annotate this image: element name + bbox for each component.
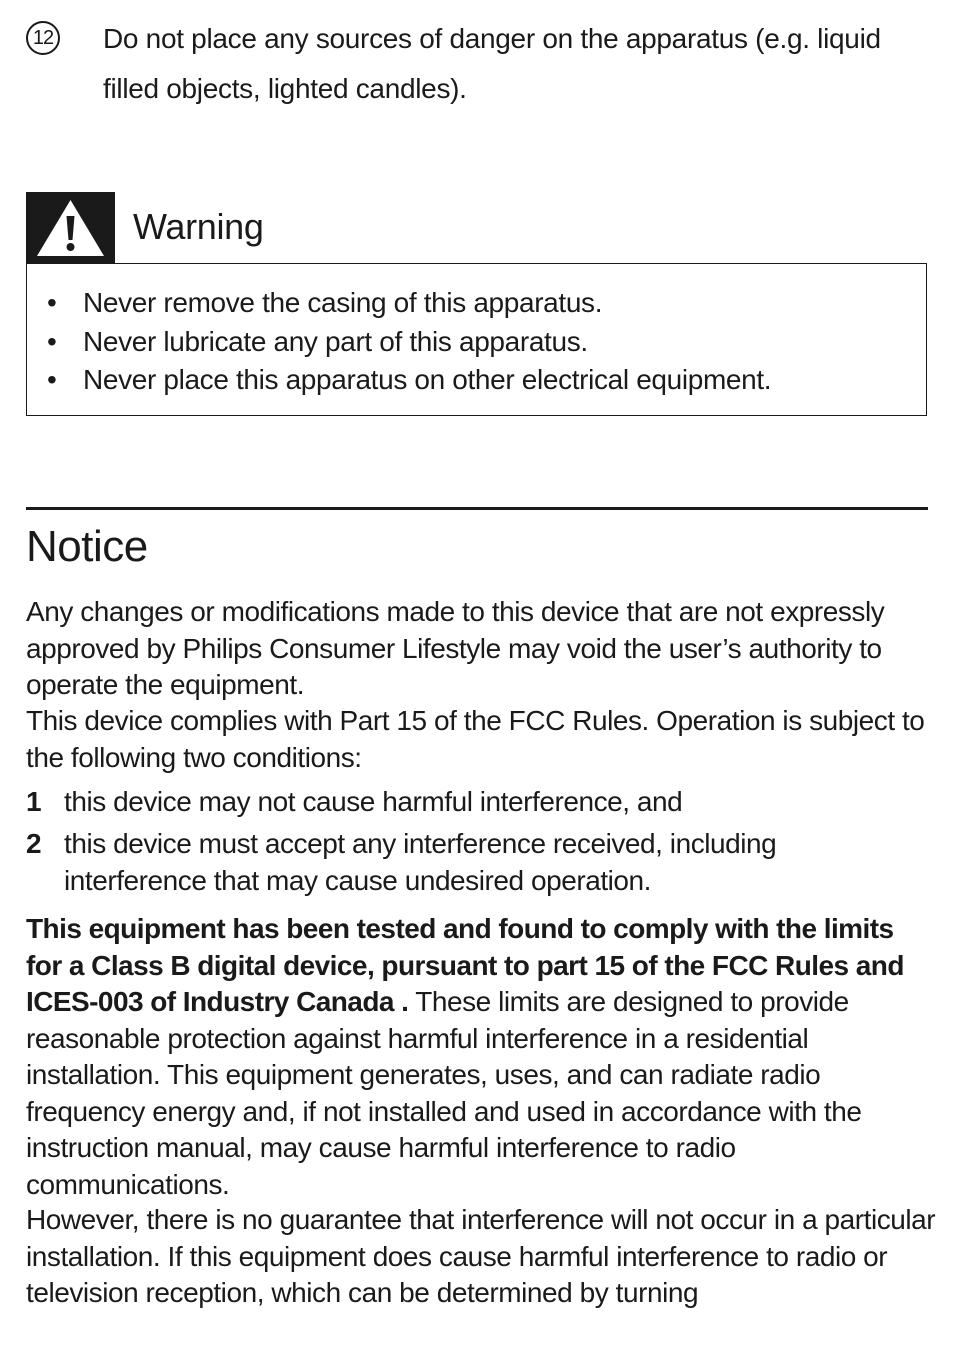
- bullet-icon: •: [47, 325, 57, 357]
- exclamation-triangle-icon: [26, 192, 115, 263]
- condition-text: this device may not cause harmful interference, and: [64, 786, 683, 817]
- bullet-icon: •: [47, 364, 57, 395]
- condition-item: [26, 825, 926, 899]
- condition-list-2: [26, 825, 926, 899]
- notice-paragraph-2: This device complies with Part 15 of the FCC Rules. Operation is subject to the following two conditions:: [26, 705, 925, 773]
- warning-item: [27, 361, 771, 400]
- section-divider: [26, 507, 928, 510]
- warning-item-text: Never remove the casing of this apparatus.: [83, 287, 603, 318]
- warning-item: [27, 284, 771, 323]
- condition-number: 2: [26, 828, 42, 859]
- condition-text: this device must accept any interference received, including interference that may cause undesired operation.: [64, 828, 777, 896]
- condition-number: 1: [26, 786, 42, 817]
- compliance-statement: This equipment has been tested and found to comply with the limits for a Class B digital device, pursuant to part 15 of the FCC Rules and ICES-003 of Industry Canada .: [26, 913, 904, 1017]
- circled-number: 12: [26, 21, 60, 55]
- warning-item: [27, 323, 771, 362]
- warning-box: [26, 263, 927, 416]
- safety-item-text: Do not place any sources of danger on the apparatus (e.g. liquid filled objects, lighted candles).: [103, 23, 881, 104]
- warning-header: [26, 192, 928, 263]
- warning-item-text: Never place this apparatus on other electrical equipment.: [83, 364, 772, 395]
- warning-item-text: Never lubricate any part of this apparatus.: [83, 325, 588, 357]
- warning-title: Warning: [133, 206, 264, 247]
- notice-paragraph-3: [26, 911, 936, 1203]
- warning-list: [27, 284, 771, 400]
- notice-heading: Notice: [26, 522, 148, 571]
- notice-paragraph-4: However, there is no guarantee that interference will not occur in a particular installation. If this equipment does cause harmful interference to radio or television reception, which can be determined by turning: [26, 1204, 936, 1308]
- condition-list-1: [26, 783, 926, 820]
- compliance-details: These limits are designed to provide reasonable protection against harmful interference in a residential installation. This equipment generates, uses, and can radiate radio frequency energy and, if not installed and used in accordance with the instruction manual, may cause harmful interference to radio communications.: [26, 986, 862, 1200]
- condition-item: [26, 783, 926, 820]
- bullet-icon: •: [47, 287, 57, 318]
- notice-paragraph-1: Any changes or modifications made to this device that are not expressly approved by Philips Consumer Lifestyle may void the user’s authority to operate the equipment.: [26, 596, 885, 700]
